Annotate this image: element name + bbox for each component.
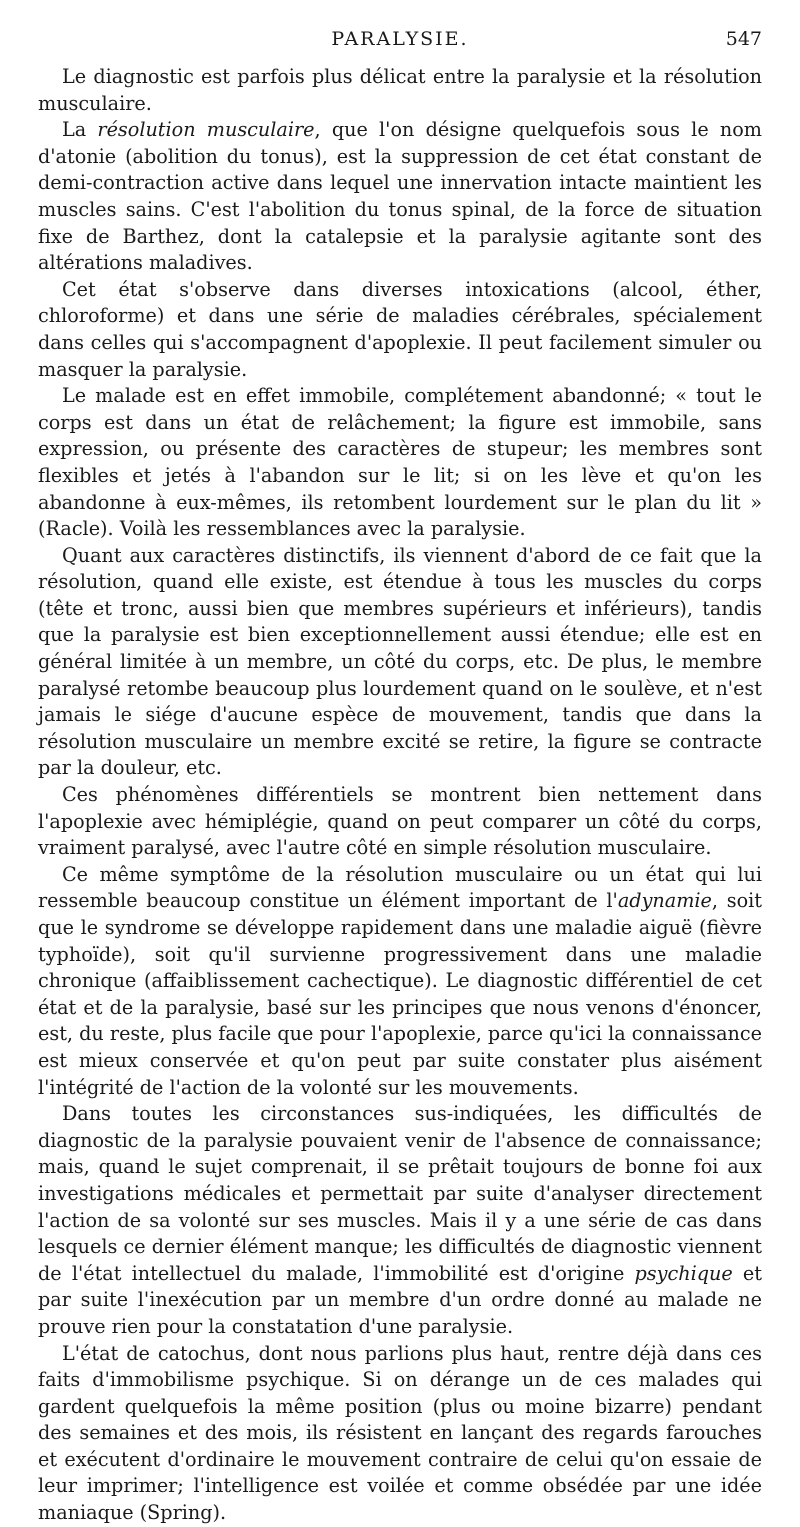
text-segment: Cet état s'observe dans diverses intoxications (alcool, éther, chloroforme) et dans une série de maladies cérébrales, spécialement dans celles qui s'accompagnent d'apoplexie. Il peut facilement simuler ou masquer la paralysie. [38, 277, 762, 381]
paragraph-1 [38, 64, 762, 117]
text-segment: Ce même symptôme de la résolution musculaire ou un état qui lui ressemble beaucoup constitue un élément important de l' [38, 862, 762, 913]
running-title: PARALYSIE. [331, 28, 469, 50]
paragraph-6 [38, 782, 762, 862]
text-segment: Le malade est en effet immobile, complétement abandonné; « tout le corps est dans un état de relâchement; la figure est immobile, sans expression, ou présente des caractères de stupeur; les membres sont flexibles et jetés à l'abandon sur le lit; si on les lève et qu'on les abandonne à eux-mêmes, ils retombent lourdement sur le plan du lit » (Racle). Voilà les ressemblances avec la paralysie. [38, 384, 762, 541]
paragraph-5 [38, 543, 762, 782]
italic-term: adynamie [617, 889, 712, 913]
paragraph-4 [38, 383, 762, 543]
italic-term: psychique [634, 1261, 733, 1285]
body-text [38, 64, 762, 1527]
paragraph-9 [38, 1341, 762, 1527]
paragraph-2 [38, 117, 762, 277]
text-segment: , soit que le syndrome se développe rapidement dans une maladie aiguë (fièvre typhoïde), soit qu'il survienne progressivement dans une maladie chronique (affaiblissement cachectique). Le diagnostic différentiel de cet état et de la paralysie, basé sur les principes que nous venons d'énoncer, est, du reste, plus facile que pour l'apoplexie, parce qu'ici la connaissance est mieux conservée et qu'on peut par suite constater plus aisément l'intégrité de l'action de la volonté sur les mouvements. [38, 889, 763, 1099]
text-segment: L'état de catochus, dont nous parlions plus haut, rentre déjà dans ces faits d'immobilisme psychique. Si on dérange un de ces malades qui gardent quelquefois la même position (plus ou moine bizarre) pendant des semaines et des mois, ils résistent en lançant des regards farouches et exécutent d'ordinaire le mouvement contraire de celui qu'on essaie de leur imprimer; l'intelligence est voilée et comme obsédée par une idée maniaque (Spring). [38, 1341, 762, 1525]
text-segment: Dans toutes les circonstances sus-indiquées, les difficultés de diagnostic de la paralysie pouvaient venir de l'absence de connaissance; mais, quand le sujet comprenait, il se prêtait toujours de bonne foi aux investigations médicales et permettait par suite d'analyser directement l'action de sa volonté sur ses muscles. Mais il y a une série de cas dans lesquels ce dernier élément manque; les difficultés de diagnostic viennent de l'état intellectuel du malade, l'immobilité est d'origine [38, 1102, 762, 1285]
text-segment: , que l'on désigne quelquefois sous le nom d'atonie (abolition du tonus), est la suppression de cet état constant de demi-contraction active dans lequel une innervation intacte maintient les muscles sains. C'est l'abolition du tonus spinal, de la force de situation fixe de Barthez, dont la catalepsie et la paralysie agitante sont des altérations maladives. [38, 118, 762, 275]
paragraph-8 [38, 1101, 762, 1340]
italic-term: résolution musculaire [97, 118, 315, 142]
text-segment: et par suite l'inexécution par un membre d'un ordre donné au malade ne prouve rien pour la constatation d'une paralysie. [38, 1261, 762, 1338]
text-segment: Le diagnostic est parfois plus délicat entre la paralysie et la résolution musculaire. [38, 65, 762, 115]
text-segment: La [62, 118, 98, 142]
paragraph-7 [38, 862, 762, 1101]
page-number: 547 [725, 28, 762, 50]
text-segment: Quant aux caractères distinctifs, ils viennent d'abord de ce fait que la résolution, quand elle existe, est étendue à tous les muscles du corps (tête et tronc, aussi bien que membres supérieurs et inférieurs), tandis que la paralysie est bien exceptionnellement aussi étendue; elle est en général limitée à un membre, un côté du corps, etc. De plus, le membre paralysé retombe beaucoup plus lourdement quand on le soulève, et n'est jamais le siége d'aucune espèce de mouvement, tandis que dans la résolution musculaire un membre excité se retire, la figure se contracte par la douleur, etc. [38, 543, 762, 780]
text-segment: Ces phénomènes différentiels se montrent bien nettement dans l'apoplexie avec hémiplégie, quand on peut comparer un côté du corps, vraiment paralysé, avec l'autre côté en simple résolution musculaire. [38, 783, 762, 860]
running-head [38, 28, 762, 52]
paragraph-3 [38, 277, 762, 383]
